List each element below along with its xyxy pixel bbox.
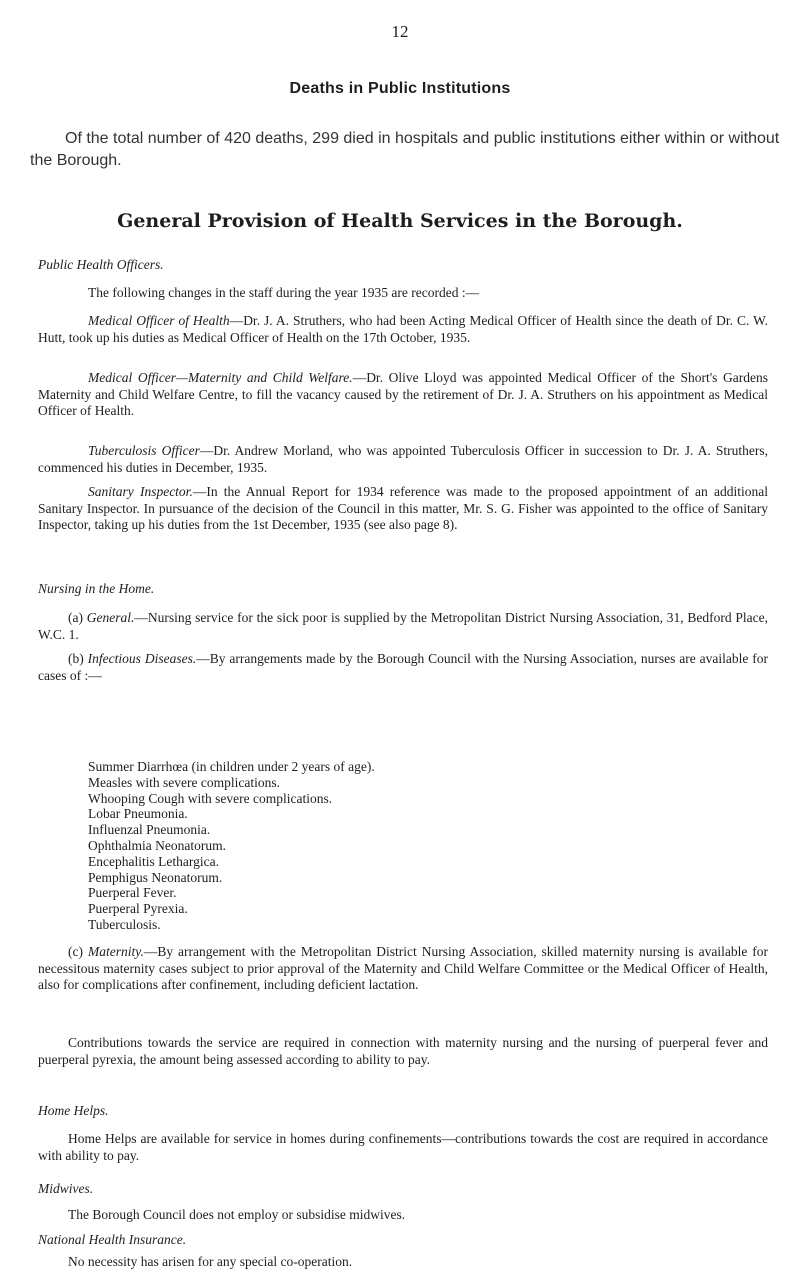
nursing-infectious [38, 651, 768, 684]
national-health-insurance-text: No necessity has arisen for any special co-operation. [68, 1254, 353, 1269]
home-helps-text: Home Helps are available for service in homes during confinements—contributions towards the cost are required in accordance with ability to pay. [38, 1131, 768, 1163]
list-item: Lobar Pneumonia. [88, 806, 188, 822]
nursing-maternity-label: (c) [68, 944, 83, 959]
tuberculosis-officer-text: —Dr. Andrew Morland, who was appointed Tuberculosis Officer in succession to Dr. J. A. Struthers, commenced his duties in December, 1935. [38, 443, 769, 475]
nursing-general-title: General. [86, 610, 135, 625]
national-health-insurance-paragraph [38, 1254, 768, 1271]
list-item: Puerperal Fever. [88, 885, 177, 901]
list-item: Tuberculosis. [88, 916, 161, 932]
national-health-insurance-heading: National Health Insurance. [38, 1232, 187, 1247]
midwives-text: The Borough Council does not employ or subsidise midwives. [68, 1207, 406, 1222]
list-item: Ophthalmia Neonatorum. [88, 837, 226, 853]
nursing-maternity-text: —By arrangement with the Metropolitan District Nursing Association, skilled maternity nursing is available for necessitous maternity cases subject to prior approval of the Maternity and Child Welfare Committee or the Medical Officer of Health, also for complications after confinement, including deficient lactation. [38, 944, 769, 992]
nursing-general [38, 610, 768, 643]
sanitary-inspector-text: —In the Annual Report for 1934 reference was made to the proposed appointment of an additional Sanitary Inspector. In pursuance of the decision of the Council in this matter, Mr. S. G. Fisher was appointed to the office of Sanitary Inspector, taking up his duties from the 1st December, 1935 (see also page 8). [38, 484, 768, 532]
nursing-general-label: (a) [68, 610, 83, 625]
list-item: Encephalitis Lethargica. [88, 853, 219, 869]
nursing-infectious-text: —By arrangements made by the Borough Council with the Nursing Association, nurses are available for cases of :— [38, 651, 769, 683]
maternity-officer-text: —Dr. Olive Lloyd was appointed Medical Officer of the Short's Gardens Maternity and Child Welfare Centre, to fill the vacancy caused by the retirement of Dr. J. A. Struthers on his appointment as Medical Officer of Health. [38, 370, 768, 418]
contributions-paragraph [38, 1035, 768, 1068]
nursing-general-text: —Nursing service for the sick poor is supplied by the Metropolitan District Nursing Association, 31, Bedford Place, W.C. 1. [38, 610, 768, 642]
disease-list [88, 759, 375, 933]
tuberculosis-officer-title: Tuberculosis Officer [88, 443, 200, 458]
contributions-text: Contributions towards the service are required in connection with maternity nursing and the nursing of puerperal fever and puerperal pyrexia, the amount being assessed according to ability to pay. [38, 1035, 768, 1067]
deaths-heading: Deaths in Public Institutions [289, 80, 511, 97]
nursing-maternity-title: Maternity. [87, 944, 144, 959]
list-item: Influenzal Pneumonia. [88, 822, 211, 838]
nursing-infectious-title: Infectious Diseases. [87, 651, 197, 666]
nursing-maternity [38, 944, 768, 994]
sanitary-inspector-title: Sanitary Inspector. [88, 484, 193, 499]
tuberculosis-officer-entry [38, 443, 768, 476]
midwives-paragraph [38, 1207, 768, 1224]
page-number: 12 [391, 22, 409, 41]
list-item: Puerperal Pyrexia. [88, 901, 188, 917]
sanitary-inspector-entry [38, 484, 768, 534]
staff-changes-intro-text: The following changes in the staff during the year 1935 are recorded :— [88, 285, 480, 300]
list-item: Summer Diarrhœa (in children under 2 years of age). [88, 759, 375, 774]
staff-changes-intro [38, 285, 768, 302]
medical-officer-text: —Dr. J. A. Struthers, who had been Acting Medical Officer of Health since the death of Dr. C. W. Hutt, took up his duties as Medical Officer of Health on the 17th October, 1935. [38, 313, 769, 345]
medical-officer-entry [38, 313, 768, 346]
list-item: Measles with severe complications. [88, 774, 280, 790]
maternity-officer-entry [38, 370, 768, 420]
nursing-infectious-label: (b) [68, 651, 84, 666]
deaths-paragraph: Of the total number of 420 deaths, 299 died in hospitals and public institutions either within or without the Borough. [30, 130, 780, 169]
medical-officer-title: Medical Officer of Health [88, 313, 230, 328]
main-heading: General Provision of Health Services in the Borough. [117, 210, 683, 232]
list-item: Pemphigus Neonatorum. [88, 869, 223, 885]
midwives-heading: Midwives. [38, 1181, 94, 1196]
home-helps-paragraph [38, 1131, 768, 1164]
nursing-heading: Nursing in the Home. [38, 581, 155, 596]
list-item: Whooping Cough with severe complications. [88, 790, 333, 806]
public-health-officers-heading: Public Health Officers. [38, 257, 164, 272]
maternity-officer-title: Medical Officer—Maternity and Child Welfare. [88, 370, 353, 385]
home-helps-heading: Home Helps. [38, 1103, 109, 1118]
